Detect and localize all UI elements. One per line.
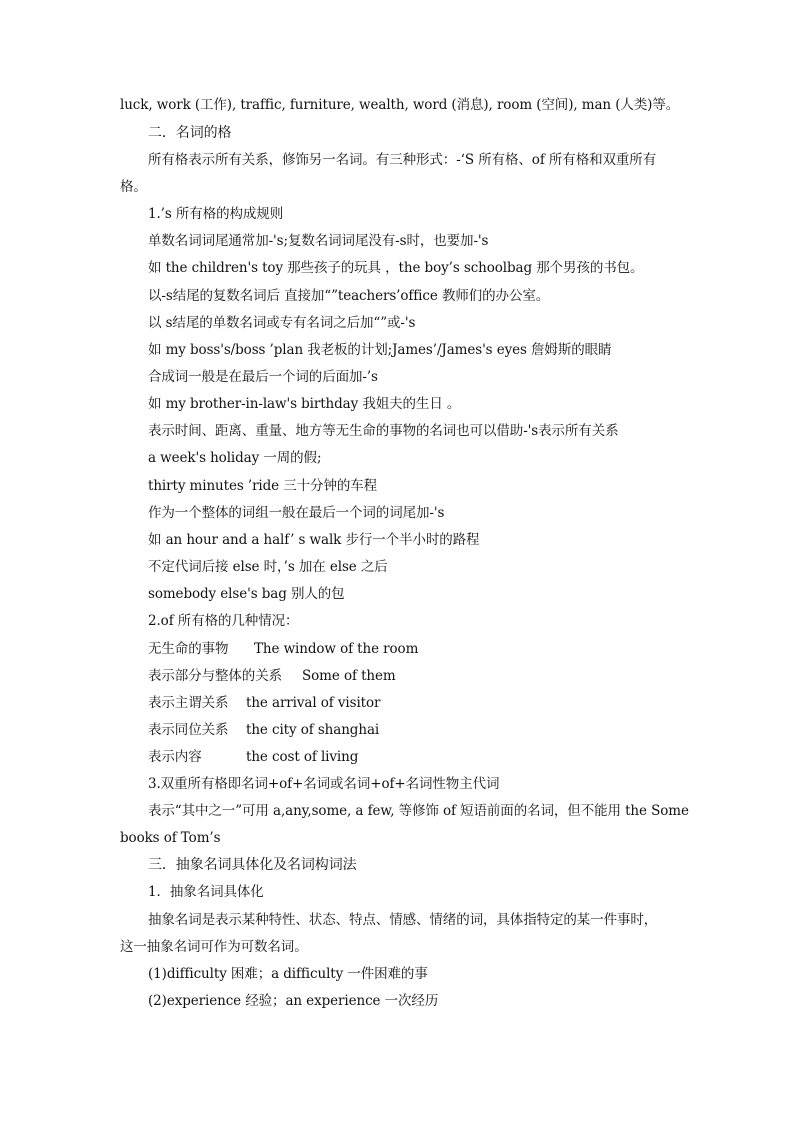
text-line: 如 the children's toy 那些孩子的玩具 ，the boy’s schoolbag 那个男孩的书包。	[148, 260, 644, 276]
of-case-label: 表示内容	[148, 749, 202, 765]
of-case-row	[148, 640, 418, 658]
text-line: 格。	[120, 179, 147, 195]
of-case-label: 表示部分与整体的关系	[148, 668, 282, 684]
subheading: 1．抽象名词具体化	[148, 884, 264, 900]
text-line: 单数名词词尾通常加-'s;复数名词词尾没有-s时，也要加-'s	[148, 233, 489, 249]
of-case-label: 表示同位关系	[148, 722, 229, 738]
text-line: somebody else's bag 别人的包	[148, 586, 345, 602]
section-heading: 三．抽象名词具体化及名词构词法	[148, 857, 357, 873]
text-line: (2)experience 经验；an experience 一次经历	[148, 993, 439, 1009]
text-line: 表示“其中之一”可用 a,any,some, a few, 等修饰 of 短语前面的名词，但不能用 the Some	[148, 803, 689, 819]
of-case-example: the city of shanghai	[246, 722, 380, 738]
of-case-row	[148, 748, 358, 766]
text-line: 作为一个整体的词组一般在最后一个词的词尾加-'s	[148, 505, 445, 521]
of-case-example: Some of them	[302, 668, 396, 684]
text-line: luck, work (工作), traffic, furniture, wealth, word (消息), room (空间), man (人类)等。	[120, 97, 680, 113]
text-line: books of Tom’s	[120, 830, 221, 846]
text-line: a week's holiday 一周的假;	[148, 450, 322, 466]
text-line: 表示时间、距离、重量、地方等无生命的事物的名词也可以借助-'s表示所有关系	[148, 423, 619, 439]
text-line: thirty minutes ’ride 三十分钟的车程	[148, 478, 378, 494]
of-case-row	[148, 721, 379, 739]
text-line: 抽象名词是表示某种特性、状态、特点、情感、情绪的词，具体指特定的某一件事时，	[148, 912, 658, 928]
of-case-example: the arrival of visitor	[246, 695, 381, 711]
text-line: 以-s结尾的复数名词后 直接加“”teachers’office 教师们的办公室。	[148, 288, 550, 304]
text-line: 如 an hour and a half’ s walk 步行一个半小时的路程	[148, 532, 480, 548]
text-line: 如 my brother-in-law's birthday 我姐夫的生日 。	[148, 396, 461, 412]
of-case-label: 无生命的事物	[148, 641, 229, 657]
text-line: 如 my boss's/boss ’plan 我老板的计划;James’/James's eyes 詹姆斯的眼睛	[148, 342, 612, 358]
text-line: 以 s结尾的单数名词或专有名词之后加“”或-'s	[148, 315, 416, 331]
text-line: (1)difficulty 困难；a difficulty 一件困难的事	[148, 966, 428, 982]
of-case-row	[148, 694, 380, 712]
section-heading: 二．名词的格	[148, 125, 232, 141]
text-line: 这一抽象名词可作为可数名词。	[120, 939, 308, 955]
of-case-label: 表示主谓关系	[148, 695, 229, 711]
of-case-row	[148, 667, 396, 685]
of-case-example: the cost of living	[246, 749, 359, 765]
text-line: 合成词一般是在最后一个词的后面加-’s	[148, 369, 378, 385]
subheading: 2.of 所有格的几种情况：	[148, 613, 299, 629]
text-line: 所有格表示所有关系，修饰另一名词。有三种形式：-‘S 所有格、of 所有格和双重所有	[148, 152, 657, 168]
subheading: 1.’s 所有格的构成规则	[148, 206, 284, 222]
of-case-example: The window of the room	[254, 641, 419, 657]
subheading: 3.双重所有格即名词+of+名词或名词+of+名词性物主代词	[148, 776, 500, 792]
text-line: 不定代词后接 else 时，’s 加在 else 之后	[148, 559, 388, 575]
